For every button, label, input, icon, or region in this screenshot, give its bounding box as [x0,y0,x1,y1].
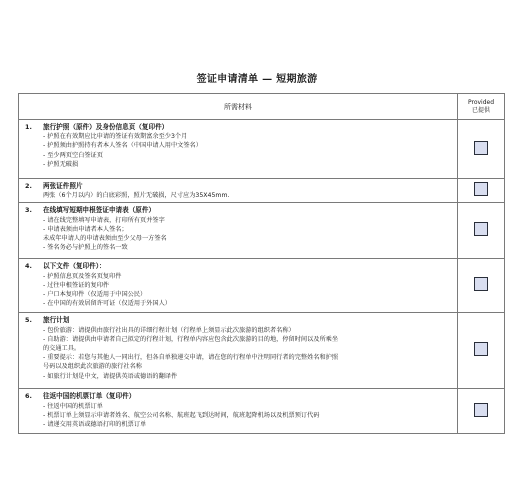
provided-checkbox[interactable] [474,141,488,155]
provided-cell [458,389,505,434]
provided-cell [458,179,505,203]
item-detail-line: - 包价旅游：请提供由旅行社出具的详细行程计划（行程单上须显示此次旅游的组织者名称） [43,326,295,334]
item-detail-line: - 请在线完整填写申请表，打印所有页并签字 [43,216,165,224]
item-detail-line: - 请递交用英语或德语打印的机票订单 [43,421,147,429]
checklist-item [19,120,458,179]
item-number: 6. [25,392,32,401]
provided-cell [458,120,505,179]
checklist-item [19,203,458,259]
item-detail-line: - 护照信息页及签名页复印件 [43,272,122,280]
item-detail-line: - 自助游：请提供由申请者自己拟定的行程计划，行程单内容应包含此次旅游的目的地，停留时间以及所乘坐 [43,335,339,343]
checklist-row [19,179,505,203]
item-detail-line: 号码以及组织此次旅游的旅行社名称 [43,363,142,371]
provided-cell [458,313,505,389]
item-title: 旅行护照（原件）及身份信息页（复印件） [43,123,169,131]
provided-cell [458,203,505,259]
item-detail-line: - 护照在有效期应比申请的签证有效期富余至少3个月 [43,133,188,141]
item-detail-line: - 至少两页空白签证页 [43,151,103,159]
provided-cell [458,259,505,313]
provided-checkbox[interactable] [474,342,488,356]
item-detail-line: 未成年申请人的申请表须由至少父母一方签名 [43,235,167,243]
item-detail-line: - 如旅行计划是中文，请提供英语或德语的翻译件 [43,372,178,380]
table-header-row [19,94,505,120]
item-detail-line: 的交通工具。 [43,345,81,353]
item-detail-line: 两张（6个月以内）的白底彩照，照片无破损，尺寸应为35X45mm. [43,192,230,200]
item-title: 以下文件（复印件）： [43,262,106,271]
checklist-item [19,259,458,313]
checklist-item [19,389,458,434]
provided-checkbox[interactable] [474,403,488,417]
item-detail-line: - 机票订单上须显示申请者姓名、航空公司名称、航班起飞到达时间，航班起降机场以及机票预订代码 [43,411,320,419]
item-number: 3. [25,206,32,215]
checklist-row [19,313,505,389]
item-title: 旅行计划 [43,316,70,325]
item-title: 在线填写短期申根签证申请表（原件） [43,206,156,215]
header-provided-en: Provided [467,98,495,106]
provided-checkbox[interactable] [474,277,488,291]
item-number: 5. [25,316,32,325]
item-title: 往返中国的机票订单（复印件） [43,392,136,401]
checklist-row [19,120,505,179]
header-materials: 所需材料 [19,94,458,120]
checklist-table [18,93,505,434]
header-provided [458,94,505,120]
checklist-row [19,389,505,434]
item-number: 2. [25,182,32,190]
item-title: 两张证件照片 [43,182,83,190]
document-title: 签证申请清单 — 短期旅游 [196,74,318,85]
checklist-item [19,313,458,389]
item-detail-line: - 户口本复印件（仅适用于中国公民） [43,291,147,299]
checklist-item [19,179,458,203]
item-detail-line: - 在中国的有效居留许可证（仅适用于外国人） [43,300,171,308]
checklist-row [19,203,505,259]
item-detail-line: - 签名务必与护照上的签名一致 [43,244,128,252]
item-number: 1. [25,123,32,131]
checklist-row [19,259,505,313]
item-detail-line: - 过往申根签证的复印件 [43,281,110,289]
provided-checkbox[interactable] [474,222,488,236]
item-detail-line: - 申请表须由申请者本人签名； [43,225,128,233]
item-detail-line: - 往返中国的机票订单 [43,402,103,410]
item-detail-line: - 护照无破损 [43,160,79,168]
item-detail-line: - 护照须由护照持有者本人签名（中国申请人用中文签名） [43,142,202,150]
item-detail-line: - 重要提示：若您与其他人一同出行，但各自单独递交申请，请在您的行程单中注明同行者的完整姓名和护照 [43,354,339,362]
provided-checkbox[interactable] [474,182,488,196]
item-number: 4. [25,262,32,271]
header-provided-cn: 已提供 [471,106,490,114]
